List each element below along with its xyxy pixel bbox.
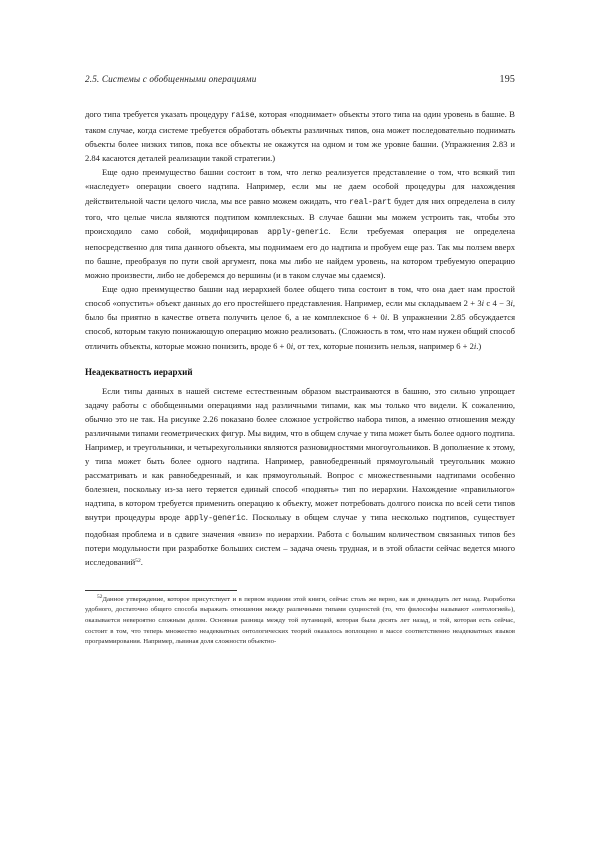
math-expression: 6 + 2i <box>456 340 477 351</box>
code-literal: real-part <box>349 197 392 207</box>
footnote-area <box>85 590 515 648</box>
code-literal: raise <box>230 111 255 120</box>
math-expression: 4 − 3i <box>492 298 513 309</box>
paragraph: Еще одно преимущество башни состоит в том, что легко реализуется представление о том, что всякий тип «наследует» операции своего надтипа. Например, если мы не даем особой процедуры для нахождения действительной части целого числа, мы все равно можем ожидать, что real-part будет для них определена в силу того, что целые числа являются подтипом комплексных. В случае башни мы можем устроить так, чтобы это происходило само собой, модифицировав apply-generic. Если требуемая операция не определена непосредственно для типа данного объекта, мы поднимаем его до надтипа и пробуем еще раз. Так мы ползем вверх по башне, преобразуя по пути свой аргумент, пока мы либо не найдем уровень, на котором требуемую операцию можно произвести, либо не доберемся до вершины (и в таком случае мы сдаемся). <box>85 167 516 281</box>
paragraph: Еще одно преимущество башни над иерархией более общего типа состоит в том, что она дает нам простой способ «опустить» объект данных до его простейшего представления. Например, если мы складываем 2 + 3i с 4 − 3i, было бы приятно в качестве ответа получить целое 6, а не комплексное 6 + 0i. В упражнении 2.85 обсуждается способ, которым такую понижающую операцию можно реализовать. (Сложность в том, что нам нужен общий способ отличить объекты, которые можно понизить, вроде 6 + 0i, от тех, которые понизить нельзя, например 6 + 2i.) <box>85 284 516 351</box>
math-expression: 2 + 3i <box>463 298 485 309</box>
page-number: 195 <box>499 74 515 85</box>
page-content <box>85 74 515 648</box>
paragraph: Если типы данных в нашей системе естественным образом выстраиваются в башню, это сильно упрощает задачу работы с обобщенными операциями над различными типами, как мы только что видели. К сожалению, обычно это не так. На рисунке 2.26 показано более сложное устройство набора типов, а именно отношения между различными типами геометрических фигур. Мы видим, что в общем случае у типа может быть более одного подтипа. Например, и треугольники, и четырехугольники являются разновидностями многоугольников. В дополнение к этому, у типа может быть более одного надтипа. Например, равнобедренный прямоугольный треугольник можно рассматривать и как равнобедренный, и как прямоугольный. Вопрос с множественными надтипами особенно болезнен, поскольку из-за него теряется единый способ «поднять» тип по иерархии. Нахождение «правильного» надтипа, в котором требуется применить операцию к объекту, может потребовать долгого поиска по всей сети типов внутри процедуры вроде apply-generic. Поскольку в общем случае у типа несколько подтипов, существует подобная проблема и в сдвиге значения «вниз» по иерархии. Работа с большим количеством связанных типов без потери модульности при разработке больших систем – задача очень трудная, и в этой области сейчас ведется много исследований$^{52}$. <box>85 385 515 567</box>
footnote-body: Данное утверждение, которое присутствует и в первом издании этой книги, сейчас столь же верно, как и двенадцать лет назад. Разработка удобного, достаточно общего способа выражать отношения между различными типами сущностей (то, что философы называют «онтологией»), оказывается невероятно сложным делом. Основная разница между той путаницей, которая была десять лет назад, и той, которая есть сейчас, состоит в том, что теперь множество неадекватных онтологических теорий оказалось воплощено в массе соответственно неадекватных языков программирования. Например, львиная доля сложности объектно- <box>85 595 515 646</box>
code-literal: apply-generic <box>267 227 329 237</box>
subsection-heading: Неадекватность иерархий <box>85 366 193 377</box>
subsection-body <box>85 384 515 569</box>
math-expression: 6 + 0i <box>273 340 294 351</box>
running-head <box>85 74 515 85</box>
paragraph: дого типа требуется указать процедуру raise, которая «поднимает» объекты этого типа на один уровень в башне. В таком случае, когда системе требуется обработать объекты различных типов, она может последовательно поднимать объекты более низких типов, пока все объекты не окажутся на одном и том же уровне башни. (Упражнения 2.83 и 2.84 касаются деталей реализации такой стратегии.) <box>85 109 515 164</box>
footnote-reference[interactable]: 52 <box>135 557 141 564</box>
footnote-marker: 52 <box>97 593 103 600</box>
footnote-separator-rule <box>85 590 237 591</box>
math-expression: 6 + 0i <box>364 312 388 323</box>
code-literal: apply-generic <box>184 514 246 524</box>
body-text-block <box>85 107 515 353</box>
footnote-text <box>85 595 515 648</box>
running-head-section-title: 2.5. Системы с обобщенными операциями <box>85 74 257 84</box>
